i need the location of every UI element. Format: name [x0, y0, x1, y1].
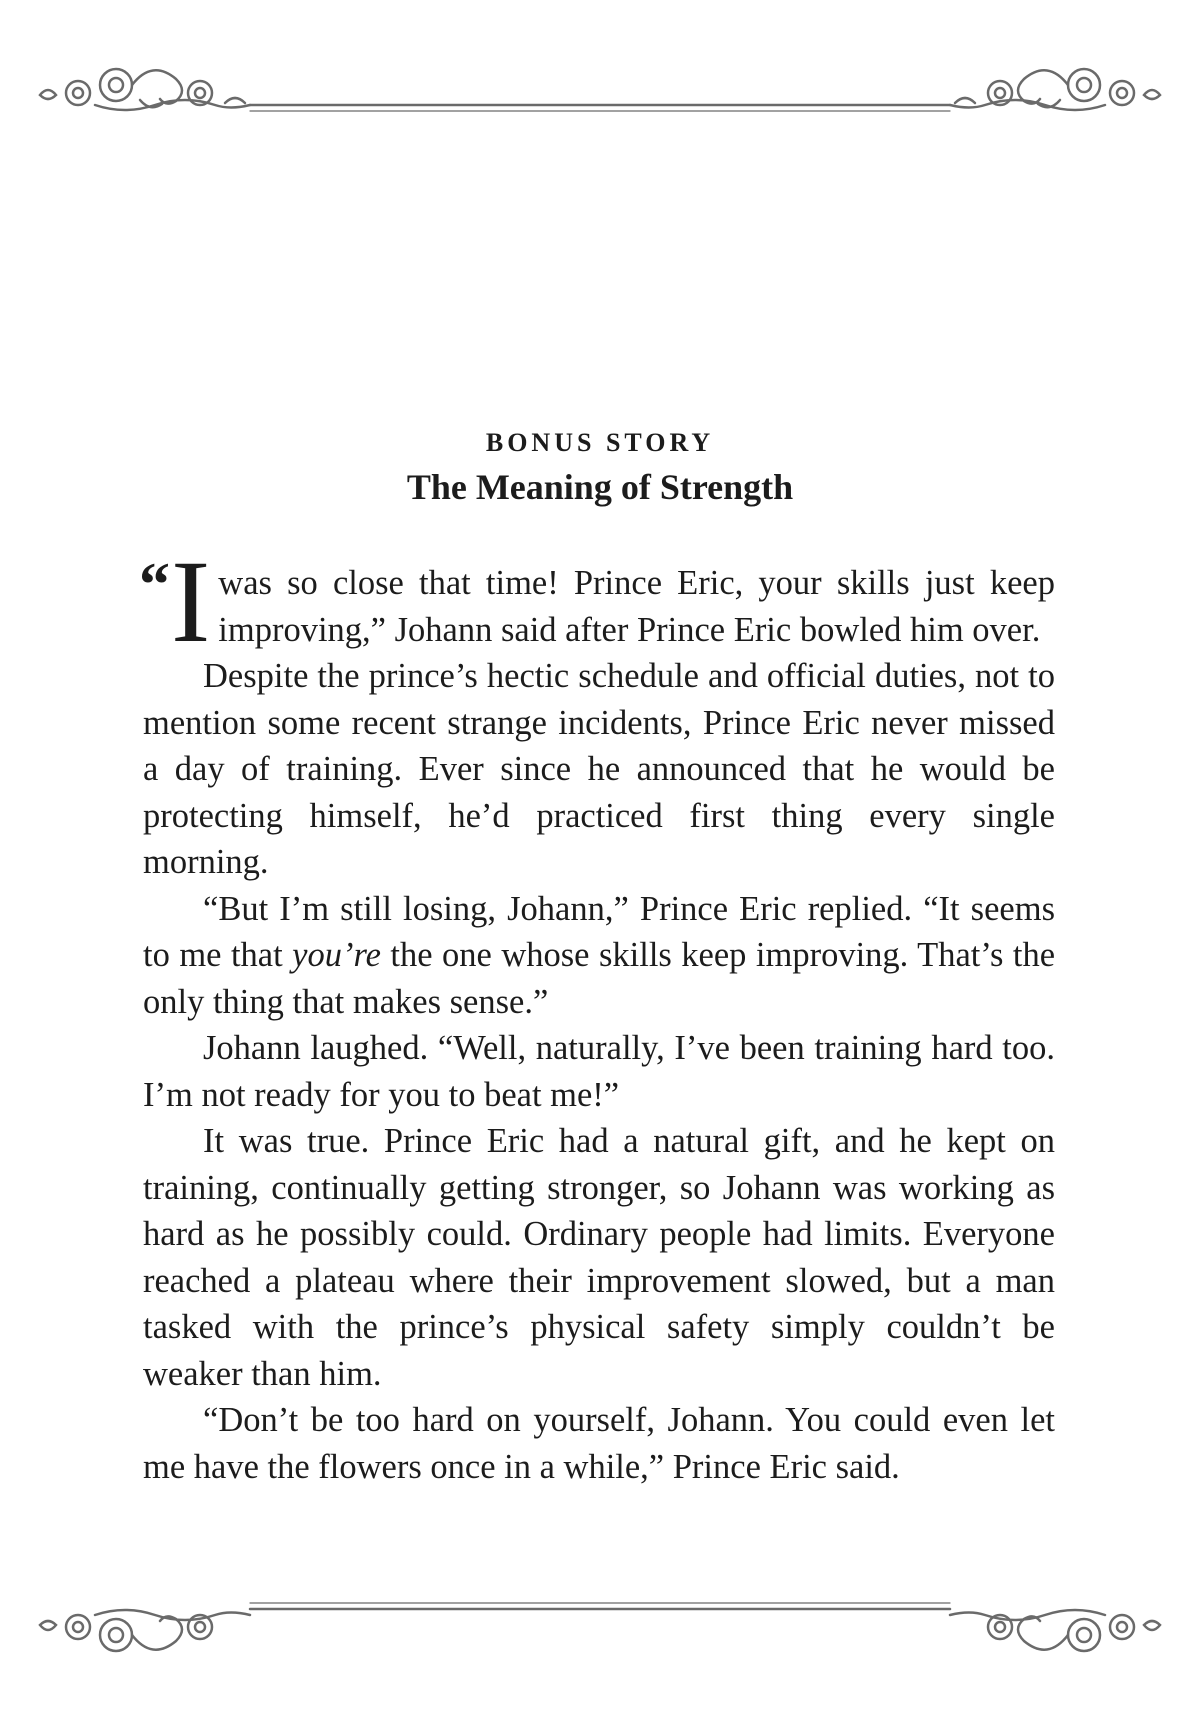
drop-cap-letter: I: [171, 536, 211, 667]
story-title: The Meaning of Strength: [406, 467, 794, 507]
drop-cap: [139, 536, 211, 667]
story-body: [139, 536, 1056, 1490]
paragraph-1-text: was so close that time! Prince Eric, your skills just keep improving,” Johann said after Prince Eric bowled him over.: [218, 564, 1055, 649]
paragraph-2: Despite the prince’s hectic schedule and official duties, not to mention some recent strange incidents, Prince Eric never missed a day of training. Ever since he announced that he would be protecting himself, he’d practiced first thing every single morning.: [143, 657, 1055, 881]
paragraph-3-after: the one whose skills keep improving. That’s the only thing that makes sense.”: [143, 936, 1056, 1021]
paragraph-1: [139, 536, 1055, 667]
section-kicker: BONUS STORY: [485, 428, 715, 457]
paragraph-6: “Don’t be too hard on yourself, Johann. You could even let me have the flowers once in a while,” Prince Eric said.: [143, 1401, 1055, 1486]
paragraph-3: [143, 886, 1055, 1026]
paragraph-3-italic: you’re: [292, 936, 381, 974]
bottom-ornament-border: [0, 1585, 1200, 1665]
paragraph-5: It was true. Prince Eric had a natural gift, and he kept on training, continually getting stronger, so Johann was working as hard as he possibly could. Ordinary people had limits. Everyone reached a plateau where their improvement slowed, but a man tasked with the prince’s physical safety simply couldn’t be weaker than him.: [143, 1122, 1055, 1393]
top-ornament-border: [0, 55, 1200, 135]
opening-quote-mark: “: [139, 551, 170, 619]
paragraph-3-before: “But I’m still losing, Johann,” Prince Eric replied. “It seems to me that: [143, 889, 1055, 974]
paragraph-4: Johann laughed. “Well, naturally, I’ve been training hard too. I’m not ready for you to beat me!”: [143, 1029, 1055, 1114]
